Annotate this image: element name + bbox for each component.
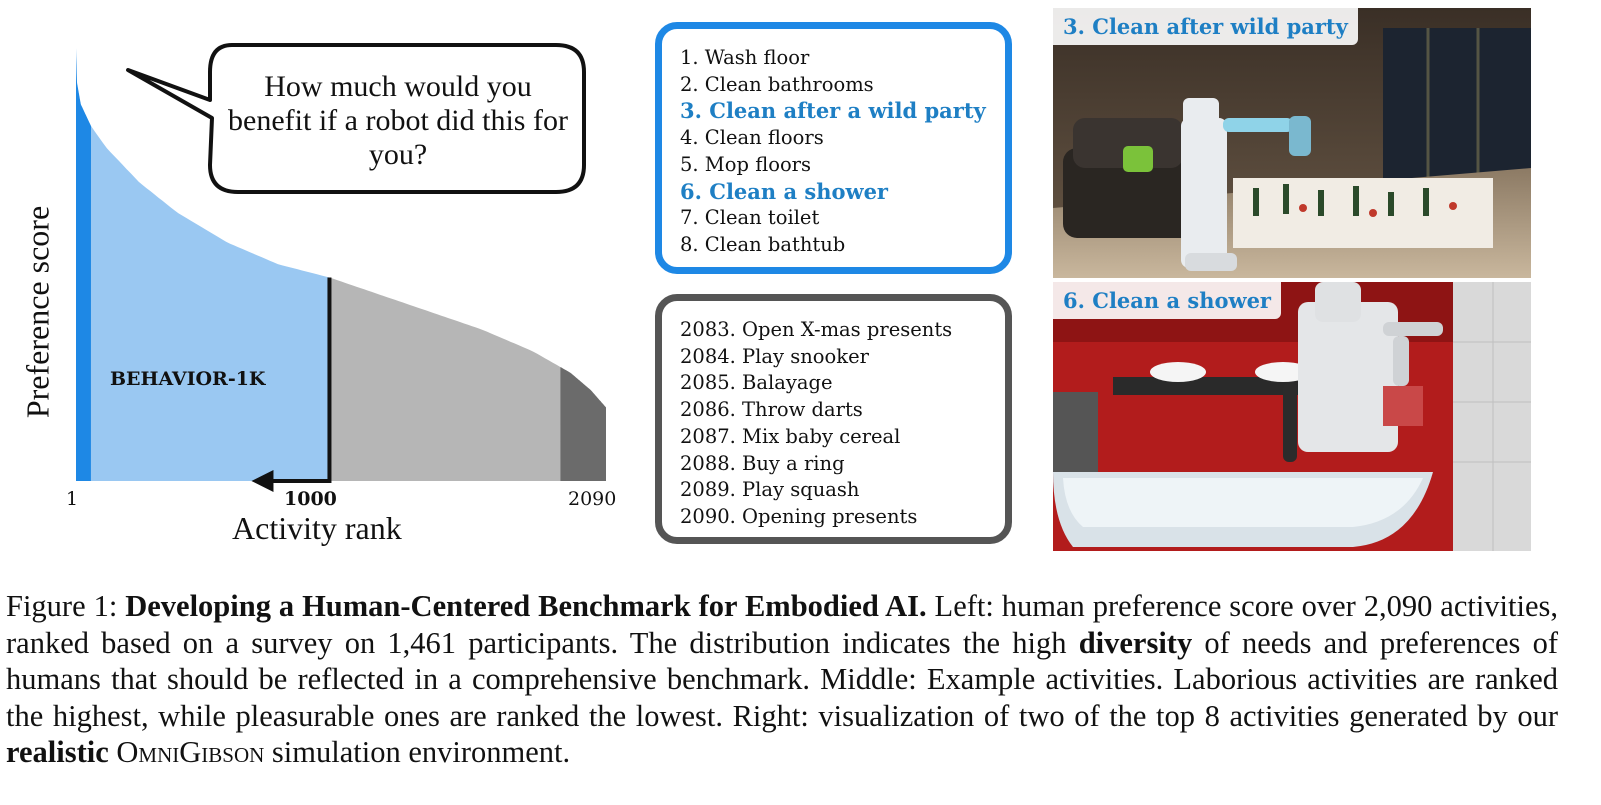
list-item: 2083. Open X-mas presents <box>680 318 953 341</box>
list-item: 2089. Play squash <box>680 478 860 502</box>
bottom-activities-box <box>655 294 1012 544</box>
figure-caption <box>6 588 1558 771</box>
top-activities-box <box>655 22 1012 274</box>
list-item: 2090. Opening presents <box>680 504 918 528</box>
shower-scene-image <box>1053 282 1531 551</box>
chart-area-segment-3 <box>329 278 560 482</box>
party-scene-illustration <box>1053 8 1531 278</box>
list-item: 7. Clean toilet <box>680 206 820 230</box>
x-tick-1000: 1000 <box>284 488 337 510</box>
list-item-highlight: 3. Clean after a wild party <box>680 98 986 124</box>
list-item: 2085. Balayage <box>680 371 833 395</box>
caption-figure-number: Figure 1: <box>6 589 126 623</box>
list-item: 1. Wash floor <box>680 46 810 69</box>
caption-text-2: of needs and preferences of humans that should be reflected in a comprehensive benchmark. Middle: Example activities. Laborious activities are ranked the highest, while pleasurable ones are ranked the lowest. Right: visualization of two of the top 8 activities generated by our <box>6 625 1558 733</box>
scene1-label: 3. Clean after wild party <box>1053 8 1358 45</box>
list-item: 2086. Throw darts <box>680 398 863 422</box>
list-item: 4. Clean floors <box>680 126 824 150</box>
caption-text-3: simulation environment. <box>264 735 571 769</box>
caption-bold-diversity: diversity <box>1078 625 1193 660</box>
party-scene-image <box>1053 8 1531 278</box>
x-tick-2090: 2090 <box>568 488 617 510</box>
list-item: 8. Clean bathtub <box>680 232 846 256</box>
top-activities-list <box>680 45 986 259</box>
preference-chart <box>0 0 640 560</box>
scene2-label: 6. Clean a shower <box>1053 282 1281 319</box>
list-item: 2087. Mix baby cereal <box>680 424 901 448</box>
chart-area-segment-4 <box>560 367 606 481</box>
bottom-activities-list <box>680 317 952 531</box>
caption-title: Developing a Human-Centered Benchmark for Embodied AI. <box>125 589 927 623</box>
caption-text-1: Left: human preference score over 2,090 activities, ranked based on a survey on 1,461 participants. The distribution indicates the high <box>6 589 1559 660</box>
benchmark-segment-label: BEHAVIOR-1K <box>110 368 266 390</box>
caption-bold-realistic: realistic <box>6 735 109 769</box>
list-item: 2088. Buy a ring <box>680 451 845 475</box>
chart-area-segment-1 <box>76 48 91 481</box>
y-axis-label: Preference score <box>19 205 56 419</box>
shower-scene-illustration <box>1053 282 1531 551</box>
list-item: 5. Mop floors <box>680 152 812 176</box>
speech-bubble-text: How much would you benefit if a robot did this for you? <box>228 70 568 171</box>
caption-omnigibson: OmniGibson <box>116 735 265 769</box>
list-item: 2084. Play snooker <box>680 344 869 368</box>
list-item-highlight: 6. Clean a shower <box>680 178 888 204</box>
list-item: 2. Clean bathrooms <box>680 72 874 96</box>
x-axis-label: Activity rank <box>232 510 402 546</box>
x-tick-1: 1 <box>66 488 79 510</box>
